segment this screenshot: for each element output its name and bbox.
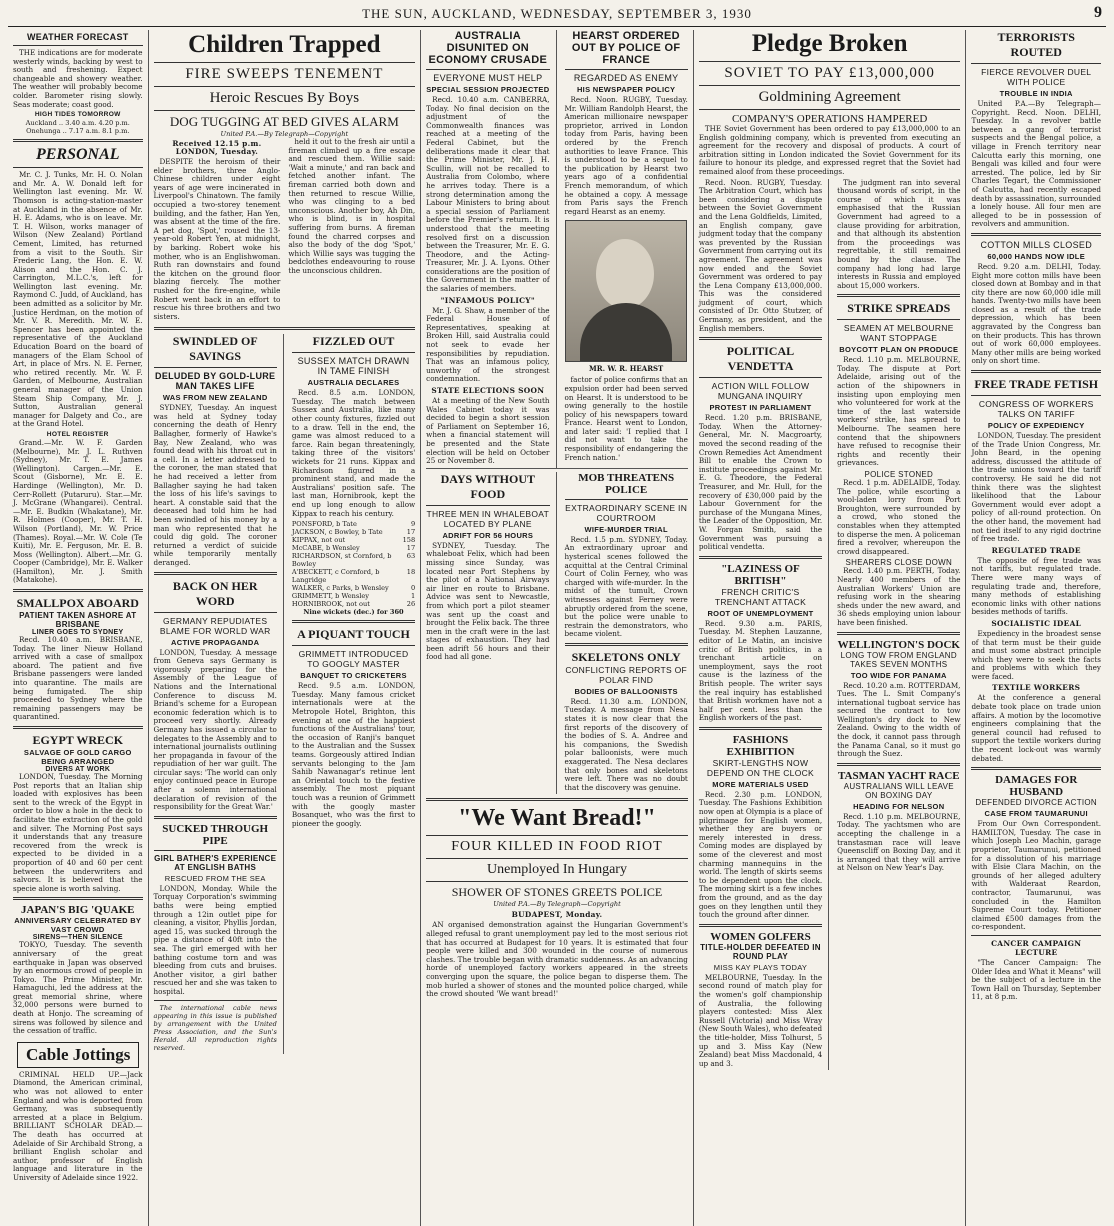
- terrorists-sub2: TROUBLE IN INDIA: [999, 89, 1073, 98]
- pledge-sub2: Goldmining Agreement: [758, 89, 901, 105]
- score-row: A'BECKETT, c Cornford, b Langridge 18: [291, 568, 416, 585]
- socialistic-text: Expediency in the broadest sense of that term must be their guide and must some abstract principle which they were to seek the facts and problems with which they were faced.: [971, 628, 1101, 681]
- children-text-b: held it out to the fresh air until a fireman climbed up a fire escape and rescued them. Willie said: 'Wait a minute,' and ran back and fetched another infant. The fireman carried both down and then returned to rescue Willie, who was clinging to a bed unconscious. Another boy, Ah Din, who is blind, is in hospital suffering from burns. A fireman found the charred corpses and also the body of the dog 'Spot,' which Willie says was tugging the bedclothes endeavouring to rouse the unconscious children.: [288, 137, 416, 275]
- egypt-heading: EGYPT WRECK: [32, 733, 124, 747]
- children-text-a: DESPITE the heroism of their elder brothers, three Anglo-Chinese children under eight years of age were incinerated in Liverpool's Chinatown. The family occupied a two-storey tenement building, and the father, Han Yen, was absent at the time of the fire. A pet dog, 'Spot,' roused the 13-year-old Robert Yen, at midnight, by barking. Robert woke his mother, who is an Englishwoman. Ruth ran downstairs and found the kitchen on the ground floor blazing fiercely. The mother rushed for the fire-engine, while Robert went back in an effort to rescue his three brothers and two sisters.: [153, 157, 281, 321]
- score-row: McCABE, b Wensley 17: [291, 544, 416, 553]
- hearst-sub1: REGARDED AS ENEMY: [573, 73, 679, 83]
- bread-credit: United P.A.—By Telegraph—Copyright: [493, 900, 621, 909]
- smallpox-sub1: PATIENT TAKEN ASHORE AT BRISBANE: [19, 611, 137, 630]
- piquant-heading: A PIQUANT TOUCH: [297, 627, 410, 642]
- bread-heading: "We Want Bread!": [458, 805, 656, 832]
- dock-heading: WELLINGTON'S DOCK: [837, 638, 960, 651]
- hearst-portrait: [565, 220, 687, 362]
- score-row: KIPPAX, not out 158: [291, 536, 416, 545]
- fashions-sub2: MORE MATERIALS USED: [712, 779, 809, 789]
- cotton-text: Recd. 9.20 a.m. DELHI, Today. Eight more cotton mills have been closed down at Bombay and in that city there are now 60,000 idle mill hands. Twenty-two mills have been closed as a result of the trade depression, which has been aggravated by the Congress ban on their products. This has thrown out of work 60,000 employees. Many other mills are being worked only on short time.: [971, 261, 1101, 366]
- vendetta-sub1: ACTION WILL FOLLOW MUNGANA INQUIRY: [711, 381, 810, 402]
- regulated-text: The opposite of free trade was not tariffs, but regulated trade. There were many ways of regulating trade and, therefore, many methods of establishing economic links with other nations besides methods of tariffs.: [971, 555, 1101, 617]
- terrorists-sub1: FIERCE REVOLVER DUEL WITH POLICE: [981, 67, 1092, 87]
- skeletons-sub2: BODIES OF BALLOONISTS: [574, 686, 678, 696]
- free-trade-sub2: POLICY OF EXPEDIENCY: [987, 421, 1085, 431]
- fizzled-sub1: SUSSEX MATCH DRAWN IN TAME FINISH: [297, 356, 410, 377]
- hotel-text: Grand.—Mr. W. F. Garden (Melbourne), Mr. J. L. Ruthven (Sydney), Mr. T. E. James (Wellington). Cargen.—Mr. E. Scout (Gisborne), Mr. E. E. Hardinge (Wellington), Mr. D. Cerr-Rollett (Putaruru). Star.—Mr. J. McGrane (Whangarei). Central.—Mr. E. Budkin (Whakatane), Mr. R. Holmes (Cooper), Mr. T. H. Wilson (Portland), Mr. W. Price (Thames). Royal.—Mr. W. Cole (Te Kuiti), Mr. E. Ferguson, Mr. E. B. Moss (Wellington). Albert.—Mr. G. Cooper (Cambridge), Mr. E. Walker (Hamilton), Mr. J. Smith (Matakohe).: [13, 437, 143, 585]
- days-sub2: ADRIFT FOR 56 HOURS: [442, 530, 534, 540]
- golfers-heading: WOMEN GOLFERS: [710, 930, 811, 943]
- dock-text: Recd. 10.20 a.m. ROTTERDAM, Tues. The L. Smit Company's international tugboat service has secured the contract to tow Wellington's dry dock to New Zealand. Owing to the width of the dock, it cannot pass through the Panama Canal, so it must go through the Suez.: [837, 680, 961, 759]
- children-credit: United P.A.—By Telegraph—Copyright: [220, 130, 349, 138]
- dock-sub2: TOO WIDE FOR PANAMA: [850, 670, 947, 680]
- bread-text: AN organised demonstration against the Hungarian Government's alleged refusal to grant unemployment pay led to the most serious riot that has occurred at Budapest for 10 years. It is estimated that four people were killed and 300 wounded in the course of numerous clashes. The trouble began with dramatic suddenness. As an advancing horde of unemployed factory workers appeared in the streets converging upon the square, the police began to disperse them. The mob hurled a shower of stones and the mounted police charged, while the crowd shouted 'We want bread!': [426, 920, 688, 999]
- skeletons-text: Recd. 11.30 a.m. LONDON, Tuesday. A message from Nesa states it is now clear that the first reports of the discovery of the bodies of S. A. Andree and his companions, the Swedish polar balloonists, were much exaggerated. The Nesa declares that only bones and skeletons were left. There was no doubt that the discovery was genuine.: [564, 696, 688, 792]
- children-sub1: FIRE SWEEPS TENEMENT: [185, 66, 384, 82]
- score-row: HORNIBROOK, not out 26: [291, 600, 416, 609]
- hearst-text-2: factor of police confirms that an expulsion order had been served on Hearst. It is understood to be owing generally to the hostile policy of his newspapers toward France. Hearst went to London, and later said: 'I replied that I did not want to take the responsibility of endangering the French nation.': [564, 375, 688, 462]
- column-6-7: [694, 30, 967, 1226]
- bread-sub2: Unemployed In Hungary: [487, 862, 627, 878]
- hearst-caption: MR. W. R. HEARST: [589, 364, 664, 374]
- damages-text: From Our Own Correspondent. HAMILTON, Tuesday. The case in which Joseph Leo Machin, garage proprietor, Taumarunui, petitioned for a dissolution of his marriage with Elsie Clara Machin, on the grounds of her alleged adultery with Walderaat Reardon, contractor, Taumarunui, was concluded in the Hamilton Supreme Court today. Petitioner claimed £500 damages from the co-respondent.: [971, 819, 1101, 932]
- children-dateline: Received 12.15 p.m. LONDON, Tuesday.: [172, 139, 262, 156]
- weather-heading: WEATHER FORECAST: [26, 32, 129, 42]
- laziness-text: Recd. 9.30 a.m. PARIS, Tuesday. M. Stephen Lauzanne, editor of Le Matin, an incisive critic of British politics, in a trenchant article on unemployment, says the root cause is the laziness of the British people. The writer says the real inquiry has established that British workmen have not a half per cent. less than the English workers of the past.: [698, 618, 823, 723]
- shearers-text: Recd. 1.40 p.m. PERTH, Today. Nearly 400 members of the Australian Workers' Union are refusing work in the shearing sheds under the new award, and 36 sheds employing union labour have been finished.: [837, 566, 961, 627]
- column-8: [966, 30, 1106, 1226]
- back-on-word-sub2: ACTIVE PROPAGANDA: [171, 637, 260, 647]
- golfers-text: MELBOURNE, Tuesday. In the second round of match play for the women's golf championship of Australia, the following players contested: Miss Alex Russell (Victoria) and Miss Wray (New South Wales), who defeated the title-holder, Miss Tolhurst, 5 up and 3. Miss Kay (New Zealand) beat Miss Macdonald, 4 up and 3.: [698, 972, 823, 1068]
- terrorists-text: United P.A.—By Telegraph—Copyright. Recd. Noon. DELHI, Tuesday. In a revolver battle between a gang of terrorist suspects and the Bengal police, a village in French territory near Calcutta early this morning, one Bengali was killed and four were arrested. The police, led by Sir Charles Tegart, the Commissioner of Calcutta, had recently escaped death by assassination, surrounded a lonely house. All four men are alleged to be in possession of revolvers and ammunition.: [971, 99, 1101, 229]
- yacht-text: Recd. 1.10 p.m. MELBOURNE, Today. The yachtsmen who are accepting the challenge in a transtasman race will leave Queenscliff on Boxing Day, and it is arranged that they will arrive at Nelson on New Year's Day.: [837, 811, 961, 873]
- cable-jottings-heading: Cable Jottings: [17, 1042, 139, 1068]
- swindle-sub2: WAS FROM NEW ZEALAND: [162, 393, 268, 403]
- police-stoned-heading: POLICE STONED: [864, 470, 934, 479]
- pipe-heading: SUCKED THROUGH PIPE: [162, 822, 269, 847]
- pledge-text-3: The judgment ran into several thousand words of script, in the course of which it was emphasised that the Russian Government had agreed to a clause providing for arbitration, and that although its abstention from the proceedings was regrettable, it still remained bound by the clause. The company had long had large interests in Russia and employed about 15,000 workers.: [837, 177, 961, 290]
- smallpox-sub2: LINER GOES TO SYDNEY: [32, 629, 124, 637]
- tide-onehunga: Onehunga .. 7.17 a.m. 8.1 p.m.: [26, 127, 130, 136]
- pledge-sub3: COMPANY'S OPERATIONS HAMPERED: [731, 113, 928, 125]
- australia-text: Recd. 10.40 a.m. CANBERRA, Today. No final decision on the adjustment of the Commonwealth finances was reached at a meeting of the Federal Cabinet, but the deliberations made it clear that the Prime Minister, Mr. J. H. Scullin, will not be recalled to Australia from Colombo, where he arrives today. There is a strong determination among the Labour Ministers to bring about a special session of Parliament before the Premier's return. It is understood that the meeting resolved first on a discussion between the Treasurer, Mr. E. G. Theodore, and the Acting-Treasurer, Mr. J. A. Lyons. Other considerations are the position of the Government in the matter of the salaries of members.: [426, 95, 550, 294]
- back-on-word-heading: BACK ON HER WORD: [172, 578, 258, 608]
- piquant-sub1: GRIMMETT INTRODUCED TO GOOGLY MASTER: [298, 649, 409, 670]
- fashions-sub1: SKIRT-LENGTHS NOW DEPEND ON THE CLOCK: [706, 757, 815, 778]
- golfers-sub1: TITLE-HOLDER DEFEATED IN ROUND PLAY: [700, 942, 821, 961]
- columns: [8, 30, 1106, 1226]
- days-heading: DAYS WITHOUT FOOD: [440, 471, 536, 501]
- japan-sub2: SIRENS—THEN SILENCE: [32, 934, 123, 942]
- mob-sub2: WIFE-MURDER TRIAL: [584, 524, 668, 534]
- textile-text: At the conference a general debate took place on trade union affairs. A motion by the locomotive engineers complaining that the general council had refused to support the textile workers during the recent lock-out was warmly debated.: [971, 693, 1101, 763]
- score-row: WALKER, c Parks, b Wensley 0: [291, 584, 416, 593]
- free-trade-sub1: CONGRESS OF WORKERS TALKS ON TARIFF: [978, 399, 1094, 420]
- smallpox-text: Recd. 10.40 a.m. BRISBANE, Today. The liner Nieuw Holland arrived with a case of smallpox aboard. The patient and five Brisbane passengers were landed into quarantine. The mails are being fumigated. The ship proceeded to Sydney where the remaining passengers may be quarantined.: [13, 635, 143, 722]
- yacht-heading: TASMAN YACHT RACE: [837, 769, 960, 782]
- pledge-heading: Pledge Broken: [751, 30, 908, 57]
- textile-heading: TEXTILE WORKERS: [992, 683, 1081, 693]
- vendetta-sub2: PROTEST IN PARLIAMENT: [709, 403, 812, 413]
- damages-sub1: DEFENDED DIVORCE ACTION: [975, 798, 1098, 808]
- swindle-heading: SWINDLED OF SAVINGS: [172, 334, 258, 364]
- cotton-sub1: 60,000 HANDS NOW IDLE: [987, 251, 1085, 261]
- police-stoned-text: Recd. 1 p.m. ADELAIDE, Today. The police, while escorting a wool-laden lorry from Port Broughton, were surrounded by a crowd, who stoned the constables when they attempted to disperse the men. A policeman fired a revolver, whereupon the crowd disappeared.: [837, 478, 961, 556]
- vendetta-heading: POLITICAL VENDETTA: [726, 344, 795, 374]
- hearst-text: Recd. Noon. RUGBY, Tuesday. Mr. William Randolph Hearst, the American millionaire newspaper proprietor, arrived in London today from Paris, having been ordered by the French authorities to leave France. This is understood to be a sequel to the publication by Hearst two years ago of a confidential French memorandum, of which he obtained a copy. A message from Paris says the French regard Hearst as an enemy.: [564, 95, 688, 216]
- cable-jottings-text: CRIMINAL HELD UP.—Jack Diamond, the American criminal, who was not allowed to enter England and who is deported from Germany, was subsequently arrested at a place in Belgium. BRILLIANT SCHOLAR DEAD.—The death has occurred at Adelaide of Sir Archibald Strong, a brilliant English scholar and author, professor of English language and literature in the University of Adelaide since 1922.: [13, 1069, 143, 1182]
- australia-heading: AUSTRALIA DISUNITED ON ECONOMY CRUSADE: [428, 30, 548, 66]
- back-on-word-text: LONDON, Tuesday. A message from Geneva says Germany is vigorously preparing for the Assembly of the League of Nations and the International Conference to discuss M. Briand's scheme for a European economic federation which is to proceed very shortly. Already Germany has issued a circular to delegates to the Assembly and to international journalists outlining her propaganda in favour of the repudiation of her war guilt. The circular says: 'The world can only enjoy continued peace in Europe after a solemn international declaration of revision of the responsibility for the Great War.': [153, 647, 277, 812]
- pledge-text-2: Recd. Noon. RUGBY, Tuesday. The Arbitration Court, which has been considering a dispute between the Soviet Government and the Lena Goldfields, Limited, an English company, gave judgment today that the company was prevented by the Russian Government from carrying out its agreement. The agreement was now ended and the Soviet Government was ordered to pay the Lena Company £13,000,000. This was the considered judgment of court, which consisted of Dr. Otto Stutzer, of Germany, as president, and the English members.: [698, 177, 823, 333]
- australia-sub2: SPECIAL SESSION PROJECTED: [426, 85, 550, 94]
- cotton-heading: COTTON MILLS CLOSED: [980, 239, 1092, 250]
- weather-text: THE indications are for moderate westerly winds, backing by west to south and freshening. Expect changeable and showery weather. The weather will probably become colder. Barometer rising slowly. Seas moderate; coast good.: [13, 48, 143, 109]
- damages-sub2: CASE FROM TAUMARUNUI: [984, 809, 1088, 819]
- bread-dateline: BUDAPEST, Monday.: [511, 910, 603, 920]
- egypt-text: LONDON, Tuesday. The Morning Post reports that an Italian ship loaded with explosives has been sent to the wreck of the Egypt in order to blow a hole in the deck to facilitate the extraction of the gold and silver. The Morning Post says it understands that any treasure recovered from the wreck is expected to be divided in a proportion of 40 and 60 per cent between the underwriters and salvors. It is believed that the specie alone is worth salving.: [13, 772, 143, 893]
- column-1: [8, 30, 149, 1226]
- scorecard: [292, 520, 415, 616]
- regulated-heading: REGULATED TRADE: [991, 545, 1081, 555]
- page-number: 9: [1094, 4, 1102, 21]
- egypt-sub1: SALVAGE OF GOLD CARGO BEING ARRANGED: [23, 748, 132, 766]
- australia-sub1: EVERYONE MUST HELP: [433, 73, 543, 83]
- swindle-text: SYDNEY, Tuesday. An inquest was held at Sydney today concerning the death of Henry Ballagher, formerly of Hawke's Bay, New Zealand, who was found dead with his throat cut in a cell. In a letter addressed to the coroner, the man stated that he had received a letter from Ballagher saying he had taken the loss of his life's savings to heart. A constable said that the deceased had told him he had been swindled of his money by a man who represented that he could dig gold. The coroner returned a verdict of suicide while temporarily mentally deranged.: [153, 403, 277, 567]
- mob-text: Recd. 1.5 p.m. SYDNEY, Today. An extraordinary uproar and hysterical scenes followed the acquittal at the Central Criminal Court of Colin Ferney, who was charged with wife-murder. In the midst of the tumult, Crown witnesses against Ferney were abruptly ordered from the scene, but the police were unable to restrain the demonstrators, who became violent.: [564, 534, 688, 639]
- column-4-5: [421, 30, 694, 1226]
- laziness-sub2: ROOT OF UNEMPLOYMENT: [707, 608, 814, 618]
- fashions-heading: FASHIONS EXHIBITION: [726, 733, 795, 758]
- children-sub2: Heroic Rescues By Boys: [209, 90, 360, 106]
- bread-sub3: SHOWER OF STONES GREETS POLICE: [451, 885, 663, 900]
- hearst-sub2: HIS NEWSPAPER POLICY: [576, 85, 676, 94]
- score-total: Nine wickets (dec.) for 360: [303, 608, 404, 617]
- column-2-3: [149, 30, 422, 1226]
- days-text: SYDNEY, Tuesday. The whaleboat Felix, which had been missing since Sunday, was located near Port Stephens by the pilot of a National Airways air liner en route to Brisbane. Advice was sent to Newcastle, from which port a pilot steamer was sent up the coast and brought the Felix back. The three men in the craft were in the last stages of exhaustion. They had been adrift 56 hours and their food had all gone.: [426, 540, 550, 662]
- mob-heading: MOB THREATENS POLICE: [578, 471, 675, 496]
- tides-heading: HIGH TIDES TOMORROW: [34, 111, 121, 119]
- cable-note: The international cable news appearing in this issue is published by arrangement with the United Press Association, and the Sun's Herald. All reproduction rights reserved.: [153, 1003, 277, 1052]
- infamous-heading: "INFAMOUS POLICY": [440, 295, 535, 305]
- dock-sub1: LONG TOW FROM ENGLAND TAKES SEVEN MONTHS: [840, 650, 957, 669]
- pledge-sub1: SOVIET TO PAY £13,000,000: [724, 65, 935, 81]
- egypt-sub2: DIVERS AT WORK: [45, 766, 111, 773]
- strike-sub1: SEAMEN AT MELBOURNE WANT STOPPAGE: [843, 323, 954, 344]
- days-sub1: THREE MEN IN WHALEBOAT LOCATED BY PLANE: [426, 508, 550, 529]
- laziness-sub1: FRENCH CRITIC'S TRENCHANT ATTACK: [714, 586, 807, 607]
- infamous-text: Mr. J. G. Shaw, a member of the Federal House of Representatives, speaking at Broken Hill, said Australia could not seek to evade her responsibilities by repudiation. That was an infamous policy, unworthy of the strongest condemnation.: [426, 305, 550, 384]
- strike-heading: STRIKE SPREADS: [847, 301, 951, 316]
- smallpox-heading: SMALLPOX ABOARD: [16, 596, 139, 611]
- japan-heading: JAPAN'S BIG 'QUAKE: [21, 904, 135, 917]
- strike-text: Recd. 1.10 p.m. MELBOURNE, Today. The dispute at Port Adelaide, arising out of the action of the shipowners in insisting upon employing men who volunteered for work at the time of the last waterside workers' strike, has spread to Melbourne. The seamen here contend that the shipowners have refused to recognise their rights and recently their grievances.: [837, 355, 961, 468]
- score-row: JACKSON, c Bowley, b Tate 17: [291, 528, 416, 537]
- score-row: RICHARDSON, st Cornford, b Bowley 63: [291, 552, 416, 569]
- masthead: [8, 4, 1106, 27]
- pipe-text: LONDON, Monday. While the Torquay Corporation's swimming baths were being emptied through a 12in outlet pipe for cleaning, a visitor, Phyllis Jordan, aged 15, was sucked through the pipe a distance of 40ft into the sea. The girl emerged with her bathing costume torn and was bleeding from cuts and bruises. Another visitor, a girl bather rescued her and she was taken to hospital.: [153, 883, 277, 996]
- children-sub3: DOG TUGGING AT BED GIVES ALARM: [169, 114, 399, 129]
- socialistic-heading: SOCIALISTIC IDEAL: [991, 618, 1082, 628]
- yacht-sub2: HEADING FOR NELSON: [853, 801, 945, 811]
- hearst-heading: HEARST ORDERED OUT BY POLICE OF FRANCE: [571, 30, 681, 66]
- skeletons-heading: SKELETONS ONLY: [571, 649, 681, 664]
- piquant-text: Recd. 9.5 a.m. LONDON, Tuesday. Many famous cricket internationals were at the Metropole Hotel, Brighton, this evening at one of the happiest functions of the Australians' tour, the occasion of Ranji's banquet to the Australian and the Sussex teams. Gorgeously attired Indian servants belonging to the Jam Sahib Nawanagar's retinue lent an Oriental touch to the festive assembly. The most piquant touch was a reunion of Grimmett with the googly master Bosanquet, who was the first to pioneer the googly.: [291, 681, 416, 828]
- pipe-sub2: RESCUED FROM THE SEA: [164, 873, 266, 883]
- masthead-title: THE SUN, AUCKLAND, WEDNESDAY, SEPTEMBER 3, 1930: [362, 6, 752, 21]
- japan-text: TOKYO, Tuesday. The seventh anniversary of the great earthquake in Japan was observed by an enormous crowd of people in Tokyo. The Prime Minister, Mr. Hamaguchi, led the address at the great memorial shrine, where 32,000 persons were burned to death at Honjo. The screaming of sirens was followed by silence and the cessation of traffic.: [13, 940, 143, 1036]
- personal-heading: PERSONAL: [35, 146, 120, 164]
- pledge-text: THE Soviet Government has been ordered to pay £13,000,000 to an English goldmining company, which is prevented from executing an agreement for the recovery and disposal of products. A court of arbitration sitting in London indicated the Soviet Government for its failure to honour its pledge, and expressed regret that the Soviet had remained aloof from these proceedings.: [698, 124, 961, 176]
- terrorists-heading: TERRORISTS ROUTED: [997, 30, 1075, 59]
- back-on-word-sub1: GERMANY REPUDIATES BLAME FOR WORLD WAR: [159, 615, 271, 636]
- pipe-sub1: GIRL BATHER'S EXPERIENCE AT ENGLISH BATHS: [154, 853, 277, 872]
- fizzled-sub2: AUSTRALIA DECLARES: [307, 378, 400, 388]
- children-trapped-heading: Children Trapped: [188, 31, 381, 58]
- skeletons-sub1: CONFLICTING REPORTS OF POLAR FIND: [565, 664, 687, 685]
- cancer-heading: CANCER CAMPAIGN LECTURE: [991, 938, 1082, 957]
- laziness-heading: "LAZINESS OF BRITISH": [721, 562, 800, 587]
- state-elections-heading: STATE ELECTIONS SOON: [431, 386, 545, 395]
- score-row: PONSFORD, b Tate 9: [291, 520, 416, 529]
- personal-text: Mr. C. J. Tunks, Mr. H. O. Nolan and Mr. A. W. Donald left for Wellington last evening. Mr. W. Thomson is acting-station-master at Auckland in the absence of Mr. H. E. Adams, who is on leave. Mr. T. H. Wilson, works manager of Wilson (New Zealand) Portland Cement, Limited, has returned from a visit to the South. Sir Frederic Lang, the Hon. E. W. Alison and the Hon. C. J. Carrington, M.L.C.'s, left for Wellington last evening. Mr. Raymond C. Judd, of Auckland, has been admitted as a solicitor by Mr. Justice Herdman, on the motion of Mr. V. R. Meredith. Mr. W. E. Spencer has been appointed the representative of the Auckland Education Board on the board of managers of the Elam School of Art, in place of Mrs. N. E. Ferner, who retired recently. Mr. W. F. Garden, of Melbourne, Australian general manager of the Union Steam Ship Company, Mr. J. Sutton, Australian general manager for Dalgety and Co., are at the Grand Hotel.: [13, 170, 143, 429]
- tide-auckland: Auckland .. 3.40 a.m. 4.20 p.m.: [25, 119, 130, 128]
- damages-heading: DAMAGES FOR HUSBAND: [995, 774, 1078, 799]
- free-trade-heading: FREE TRADE FETISH: [974, 377, 1099, 392]
- swindle-sub1: DELUDED BY GOLD-LURE MAN TAKES LIFE: [155, 371, 276, 392]
- cancer-text: "The Cancer Campaign: The Older Idea and What it Means" will be the subject of a lecture in the Town Hall on Thursday, September 11, at 8 p.m.: [971, 957, 1101, 1002]
- hotel-heading: HOTEL REGISTER: [46, 430, 109, 438]
- bread-sub1: FOUR KILLED IN FOOD RIOT: [451, 839, 663, 855]
- golfers-sub2: MISS KAY PLAYS TODAY: [713, 962, 808, 972]
- state-elections-text: At a meeting of the New South Wales Cabinet today it was decided to begin a short session of Parliament on September 16, when a financial statement will be presented and the State election will be held on October 25 or November 8.: [426, 396, 550, 466]
- fashions-text: Recd. 2.30 p.m. LONDON, Tuesday. The Fashions Exhibition now open at Olympia is a place of pilgrimage for English women, whether they are buyers or merely interested in dress. Coming modes are displayed by some of the cleverest and most charming mannequins in the world. The length of skirts seems to be dependent upon the clock. The morning skirt is a few inches from the ground, and as the day goes on they lengthen until they touch the ground after dinner.: [698, 789, 823, 920]
- fizzled-out-heading: FIZZLED OUT: [312, 334, 395, 349]
- yacht-sub1: AUSTRALIANS WILL LEAVE ON BOXING DAY: [843, 781, 954, 800]
- score-row: GRIMMETT, b Wensley 1: [291, 592, 416, 601]
- strike-sub2: BOYCOTT PLAN ON PRODUCE: [839, 345, 959, 355]
- vendetta-text: Recd. 1.20 p.m. BRISBANE, Today. When the Attorney-General, Mr. N. Macgroarty, moved the second reading of the Crown Remedies Act Amendment Bill to enable the Crown to institute proceedings against Mr. E. G. Theodore, the Federal Treasurer, and Mr. Hull, for the recovery of £30,000 paid by the Labour Government for the purchase of the Mungana Mines, the Leader of the Opposition, Mr. W. Forgan Smith, said the Government was pursuing a political vendetta.: [698, 413, 823, 552]
- japan-sub1: ANNIVERSARY CELEBRATED BY VAST CROWD: [14, 916, 142, 935]
- fizzled-text: Recd. 8.5 a.m. LONDON, Tuesday. The match between Sussex and Australia, like many other county fixtures, fizzled out to a draw. Tell in the end, the game was almost reduced to a farce. Rain began threateningly, taking three of the visitors' wickets for 21 runs. Kippax and Richardson figured in a prominent stand, and made the Australians' position safe. The last man, Hornibrook, kept the end up long enough to allow Kippax to reach his century.: [291, 388, 416, 518]
- free-trade-text: LONDON, Tuesday. The president of the Trade Union Congress, Mr. John Beard, in the opening address, discussed the attitude of the trade unions toward the tariff controversy. He said he did not think there was the slightest likelihood that the Labour Government would ever adopt a policy of all-round protection. On the other hand, the movement had not tied itself to any rigid doctrine of free trade.: [971, 431, 1101, 544]
- piquant-sub2: BANQUET TO CRICKETERS: [300, 671, 407, 681]
- shearers-heading: SHEARERS CLOSE DOWN: [845, 558, 953, 568]
- mob-sub1: EXTRAORDINARY SCENE IN COURTROOM: [565, 502, 688, 523]
